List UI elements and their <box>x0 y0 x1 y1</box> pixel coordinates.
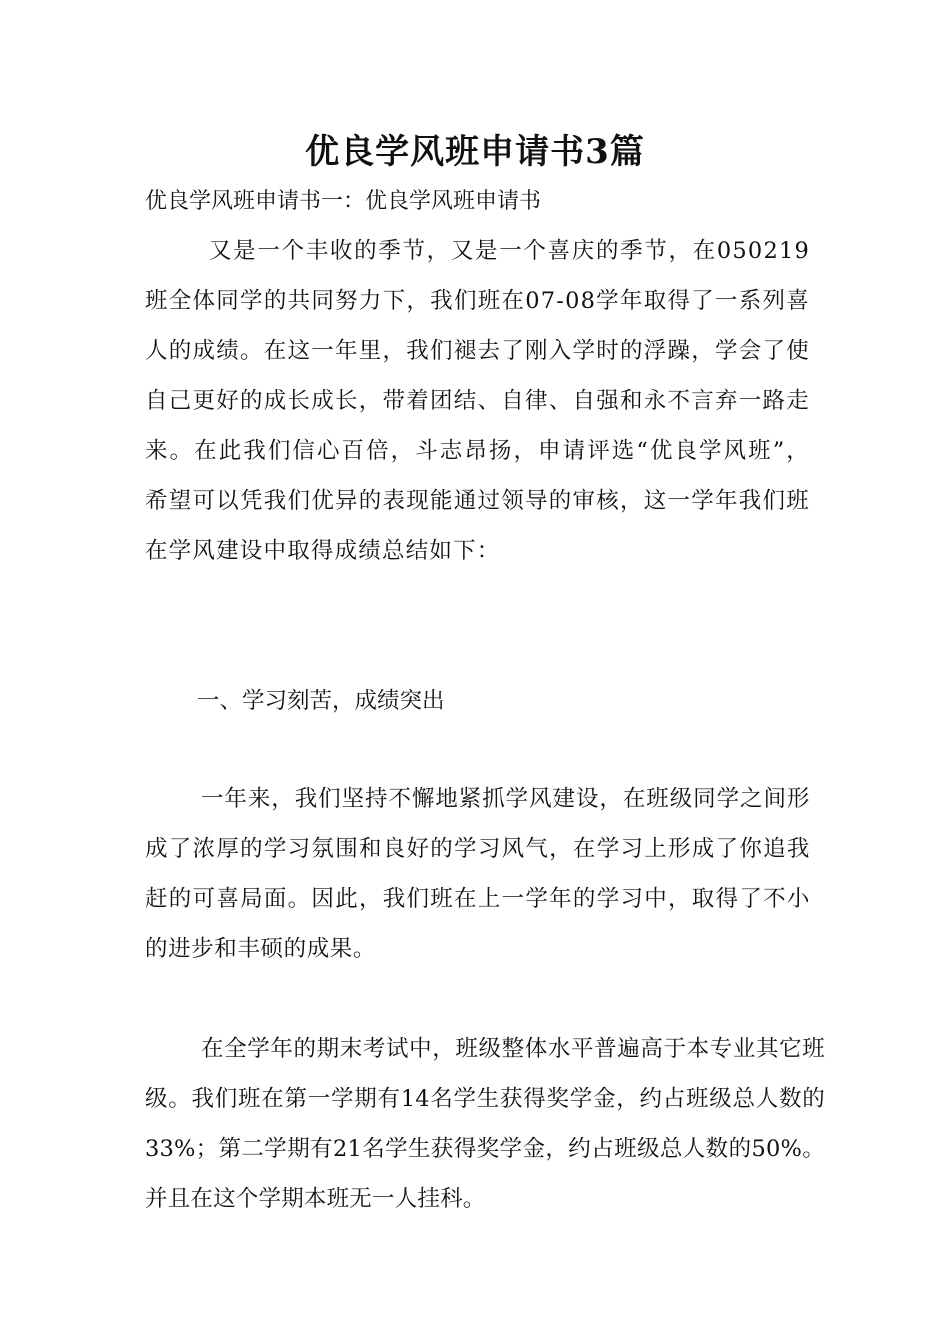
paragraph-intro: 又是一个丰收的季节，又是一个喜庆的季节，在050219班全体同学的共同努力下，我们班在07-08学年取得了一系列喜人的成绩。在这一年里，我们褪去了刚入学时的浮躁，学会了使自己更好的成长成长，带着团结、自律、自强和永不言弃一路走来。在此我们信心百倍，斗志昂扬，申请评选“优良学风班”，希望可以凭我们优异的表现能通过领导的审核，这一学年我们班在学风建设中取得成绩总结如下： <box>145 238 810 564</box>
section-heading-study: 一、学习刻苦，成绩突出 <box>197 688 445 714</box>
paragraph-exam-results: 在全学年的期末考试中，班级整体水平普遍高于本专业其它班级。我们班在第一学期有14名学生获得奖学金，约占班级总人数的33%；第二学期有21名学生获得奖学金，约占班级总人数的50%。并且在这个学期本班无一人挂科。 <box>145 1036 825 1212</box>
document-subtitle: 优良学风班申请书一：优良学风班申请书 <box>145 189 542 214</box>
paragraph-study-atmosphere: 一年来，我们坚持不懈地紧抓学风建设，在班级同学之间形成了浓厚的学习氛围和良好的学习风气，在学习上形成了你追我赶的可喜局面。因此，我们班在上一学年的学习中，取得了不小的进步和丰硕的成果。 <box>145 786 810 962</box>
document-title: 优良学风班申请书3篇 <box>305 132 645 172</box>
